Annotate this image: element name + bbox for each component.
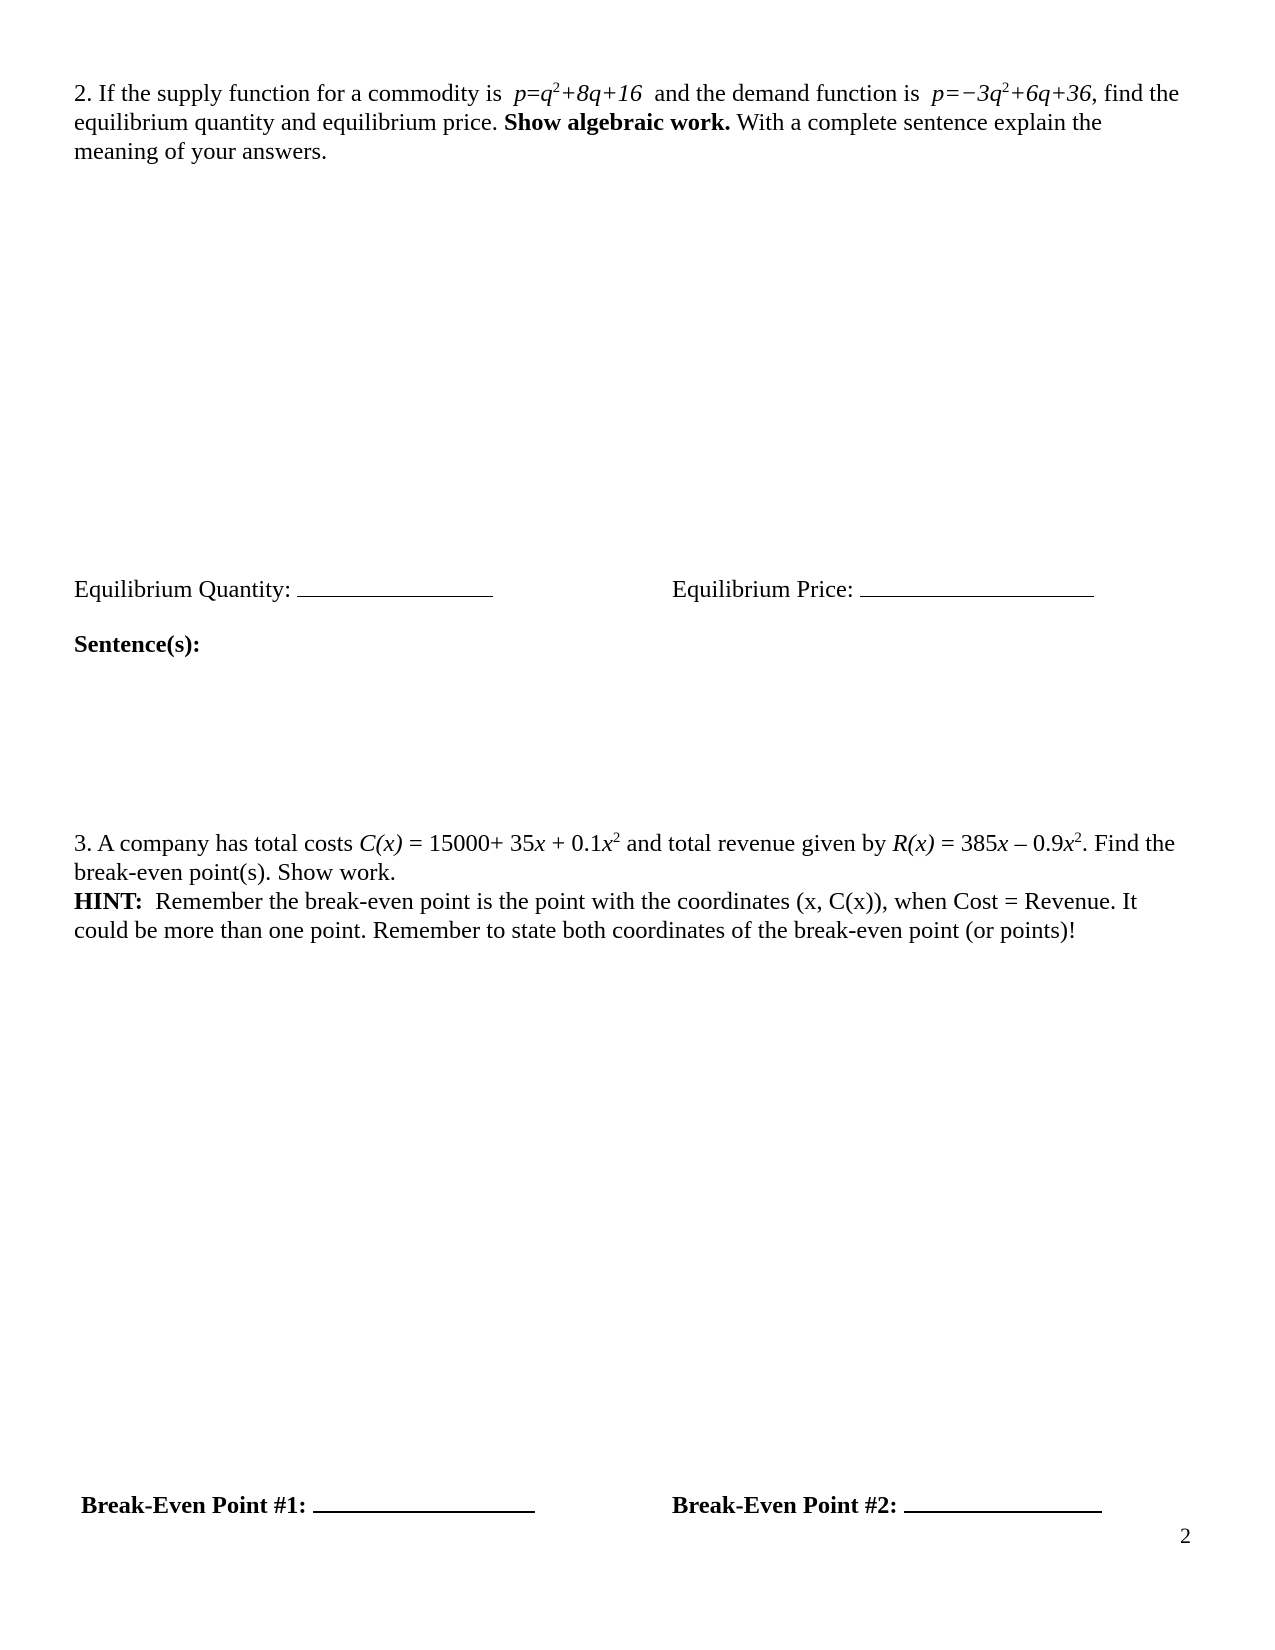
cost-mid: + 0.1 [551, 830, 603, 857]
break-even-point-1-label: Break-Even Point #1: [81, 1492, 307, 1519]
cost-x2: x [602, 830, 613, 857]
rev-x2: x [1063, 830, 1075, 857]
rev-x1: x [997, 830, 1009, 857]
question-2-text-b: and the demand function is [654, 80, 920, 107]
question-3 [74, 829, 1184, 945]
question-3-number: 3. [74, 830, 93, 857]
supply-exp: 2 [552, 80, 561, 96]
question-2-text-d: With a complete sentence explain the meaning of your answers. [74, 109, 1103, 165]
break-even-point-1-row [81, 1489, 535, 1520]
equilibrium-quantity-blank[interactable] [297, 574, 493, 597]
revenue-function: R(x) [892, 830, 935, 857]
cost-eq: = 15000+ 35 [408, 830, 535, 857]
question-3-text-c: . Find the break-even point(s). Show work. [74, 830, 1176, 886]
equilibrium-price-blank[interactable] [860, 574, 1094, 597]
demand-rest: +6q+36 [1009, 80, 1092, 107]
question-3-text-b: and total revenue given by [626, 830, 887, 857]
question-2 [74, 79, 1184, 166]
demand-eq: =−3q [944, 80, 1002, 107]
cost-function: C(x) [359, 830, 403, 857]
question-3-text-a: A company has total costs [97, 830, 354, 857]
cost-exp: 2 [612, 830, 621, 846]
demand-comma: , [1091, 80, 1098, 107]
supply-eq: = [526, 80, 541, 107]
equilibrium-quantity-row [74, 574, 493, 604]
supply-p: p [514, 80, 527, 107]
equilibrium-price-label: Equilibrium Price: [672, 576, 854, 603]
supply-q: q [540, 80, 553, 107]
rev-eq: = 385 [940, 830, 998, 857]
break-even-point-2-row [672, 1489, 1102, 1520]
question-2-text-a: If the supply function for a commodity is [98, 80, 502, 107]
cost-x1: x [534, 830, 546, 857]
demand-exp: 2 [1001, 80, 1010, 96]
supply-rest: +8q+16 [560, 80, 643, 107]
demand-p: p [932, 80, 945, 107]
hint-label: HINT: [74, 888, 143, 915]
equilibrium-price-row [672, 574, 1094, 604]
question-2-bold-instruction: Show algebraic work. [504, 109, 731, 136]
page-number: 2 [1180, 1523, 1191, 1548]
rev-mid: – 0.9 [1014, 830, 1064, 857]
sentence-label: Sentence(s): [74, 631, 201, 658]
break-even-point-1-blank[interactable] [313, 1489, 535, 1513]
question-2-number: 2. [74, 80, 93, 107]
question-2-text-c: find the equilibrium quantity and equilibrium price. [74, 80, 1180, 136]
hint-text: Remember the break-even point is the point with the coordinates (x, C(x)), when Cost = Revenue. It could be more than one point. Remember to state both coordinates of the break-even point (or points)! [74, 888, 1138, 944]
equilibrium-quantity-label: Equilibrium Quantity: [74, 576, 292, 603]
break-even-point-2-label: Break-Even Point #2: [672, 1492, 898, 1519]
break-even-point-2-blank[interactable] [904, 1489, 1102, 1513]
rev-exp: 2 [1074, 830, 1082, 846]
